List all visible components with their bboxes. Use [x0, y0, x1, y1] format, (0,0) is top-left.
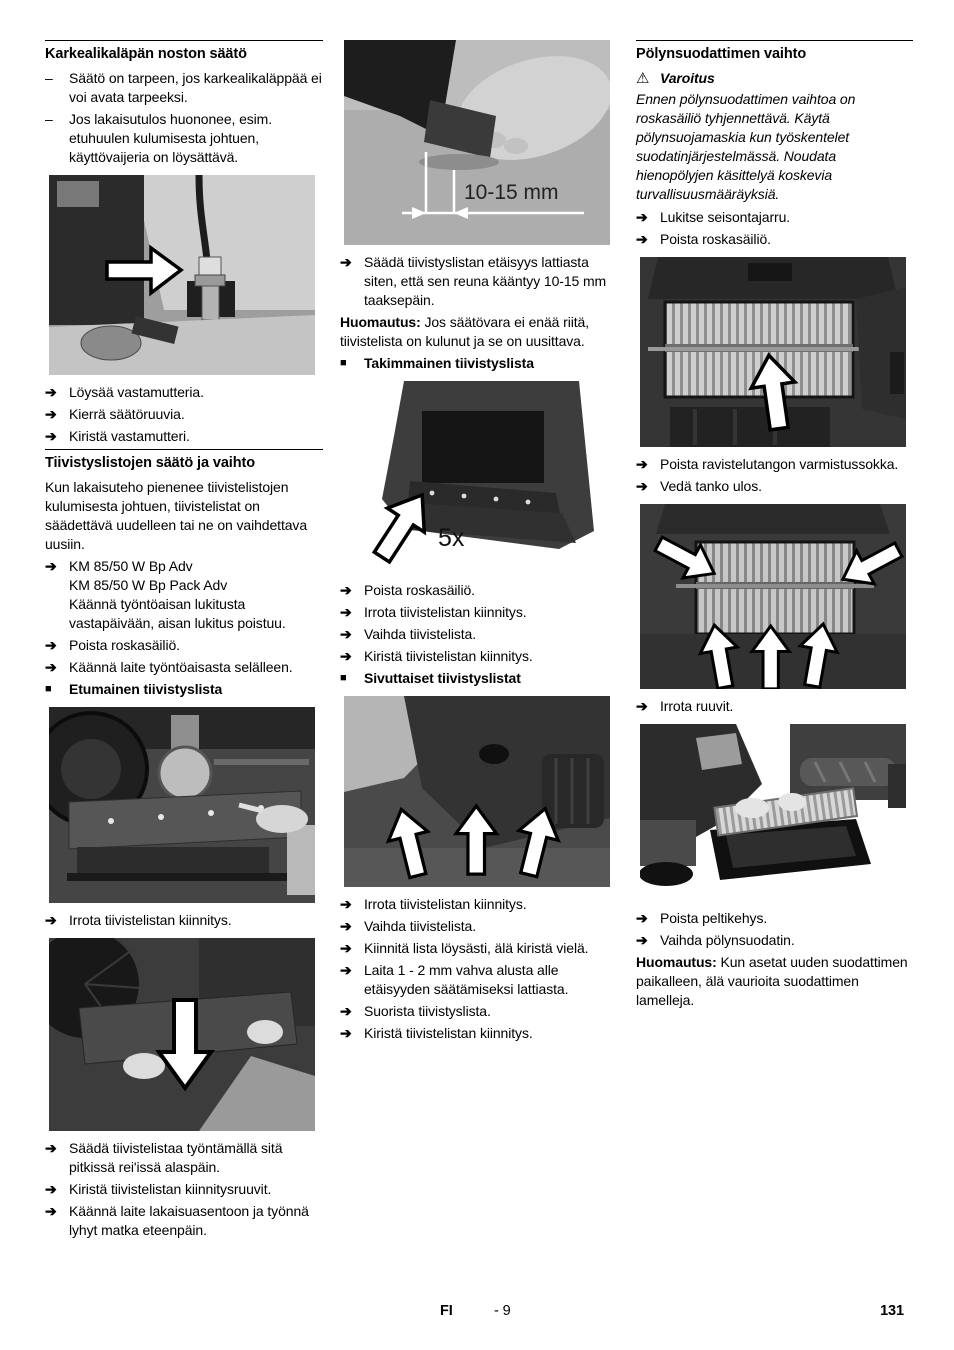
sub-heading-item [340, 354, 621, 373]
instruction-text: Vedä tanko ulos. [660, 478, 762, 494]
instruction-item [636, 697, 913, 716]
arrow-bullet-icon: ➔ [340, 1025, 352, 1041]
note-paragraph [340, 313, 621, 351]
arrow-bullet-icon: ➔ [340, 254, 352, 270]
instruction-item [45, 911, 323, 930]
quantity-label: 5x [438, 524, 465, 552]
photo-front-sealing-strip [49, 707, 315, 903]
photo-cable-adjuster [49, 175, 315, 375]
arrow-bullet-icon: ➔ [340, 1003, 352, 1019]
instruction-item [340, 961, 621, 999]
instruction-text: Säädä tiivistyslistan etäisyys lattiasta siten, että sen reuna kääntyy 10-15 mm taaksepäin. [364, 254, 607, 308]
instruction-item [45, 1180, 323, 1199]
footer-chapter-page: - 9 [494, 1303, 511, 1319]
instruction-item [636, 477, 913, 496]
arrow-bullet-icon: ➔ [340, 582, 352, 598]
sub-heading-item [45, 680, 323, 699]
note-paragraph [636, 953, 913, 1010]
instruction-text: Poista roskasäiliö. [69, 637, 180, 653]
instruction-item [340, 895, 621, 914]
instruction-item [45, 557, 323, 633]
note-label: Huomautus: [636, 954, 717, 970]
instruction-text: Kiristä tiivistelistan kiinnitysruuvit. [69, 1181, 272, 1197]
instruction-item [340, 625, 621, 644]
instruction-item [340, 581, 621, 600]
sub-heading-item [340, 669, 621, 688]
instruction-text: Poista ravistelutangon varmistussokka. [660, 456, 899, 472]
instruction-text: Käännä laite työntöaisasta selälleen. [69, 659, 293, 675]
photo-dust-filter-shaker-bar [640, 257, 906, 447]
list-item [45, 69, 323, 107]
instruction-text: Laita 1 - 2 mm vahva alusta alle etäisyyden säätämiseksi lattiasta. [364, 962, 569, 997]
photo-strip-distance-10-15mm [344, 40, 610, 245]
instruction-item [340, 253, 621, 310]
photo-adjust-strip-down [49, 938, 315, 1131]
instruction-item [636, 909, 913, 928]
instruction-text: Poista peltikehys. [660, 910, 768, 926]
warning-label: Varoitus [660, 70, 715, 86]
column-middle [340, 40, 621, 1046]
sub-heading-text: Etumainen tiivistyslista [69, 681, 223, 697]
instruction-item [636, 208, 913, 227]
arrow-bullet-icon: ➔ [45, 659, 57, 675]
instruction-item [45, 1139, 323, 1177]
dash-bullet-icon: – [45, 70, 53, 86]
instruction-item [636, 230, 913, 249]
instruction-text: Kiinnitä lista löysästi, älä kiristä vielä. [364, 940, 589, 956]
instruction-item [45, 658, 323, 677]
instruction-item [636, 455, 913, 474]
arrow-bullet-icon: ➔ [45, 558, 57, 574]
warning-text: Ennen pölynsuodattimen vaihtoa on roskasäiliö tyhjennettävä. Käytä pölynsuojamaskia kun työskentelet suodatinjärjestelmässä. Noudata hienopölyjen käsittelyä koskevia turvallisuusmääräyksiä. [636, 91, 856, 202]
arrow-bullet-icon: ➔ [340, 896, 352, 912]
warning-icon: ⚠ [636, 70, 650, 87]
arrow-bullet-icon: ➔ [45, 1203, 57, 1219]
note-text: Jos säätövara ei enää riitä, tiivistelista on kulunut ja se on uusittava. [340, 314, 589, 349]
paragraph: Kun lakaisuteho pienenee tiivistelistojen kulumisesta johtuen, tiivistelistat on säädettävä uudelleen tai ne on vaihdettava uusiin. [45, 479, 308, 552]
instruction-item [340, 1002, 621, 1021]
warning-title [636, 69, 913, 88]
model-line: Käännä työntöaisan lukitusta vastapäivään, aisan lukitus poistuu. [69, 596, 286, 631]
arrow-bullet-icon: ➔ [636, 932, 648, 948]
instruction-text: Kiristä tiivistelistan kiinnitys. [364, 648, 533, 664]
list-item-text: Säätö on tarpeen, jos karkealikaläppää ei voi avata tarpeeksi. [69, 70, 322, 105]
arrow-bullet-icon: ➔ [45, 384, 57, 400]
section-heading: Karkealikaläpän noston säätö [45, 40, 323, 64]
dash-bullet-icon: – [45, 111, 53, 127]
dimension-label: 10-15 mm [464, 181, 559, 204]
instruction-item [340, 1024, 621, 1043]
square-bullet-icon: ■ [340, 672, 347, 684]
arrow-bullet-icon: ➔ [45, 912, 57, 928]
arrow-bullet-icon: ➔ [45, 428, 57, 444]
instruction-text: Kiristä vastamutteri. [69, 428, 190, 444]
arrow-bullet-icon: ➔ [45, 637, 57, 653]
instruction-text: Kierrä säätöruuvia. [69, 406, 185, 422]
photo-filter-screws-arrows [640, 504, 906, 689]
model-line: KM 85/50 W Bp Adv [69, 558, 193, 574]
photo-remove-filter-frame [640, 724, 906, 901]
arrow-bullet-icon: ➔ [45, 406, 57, 422]
instruction-text: Irrota tiivistelistan kiinnitys. [364, 896, 527, 912]
instruction-text: Poista roskasäiliö. [660, 231, 771, 247]
instruction-item [45, 1202, 323, 1240]
square-bullet-icon: ■ [340, 357, 347, 369]
sub-heading-text: Sivuttaiset tiivistyslistat [364, 670, 521, 686]
instruction-text: Vaihda pölynsuodatin. [660, 932, 795, 948]
arrow-bullet-icon: ➔ [45, 1181, 57, 1197]
instruction-text: Kiristä tiivistelistan kiinnitys. [364, 1025, 533, 1041]
instruction-item [340, 917, 621, 936]
footer-language: FI [440, 1303, 453, 1319]
page-number: 131 [880, 1303, 904, 1319]
instruction-text: Irrota tiivistelistan kiinnitys. [69, 912, 232, 928]
instruction-text: Käännä laite lakaisuasentoon ja työnnä lyhyt matka eteenpäin. [69, 1203, 309, 1238]
photo-rear-sealing-strip-5x [344, 381, 610, 573]
square-bullet-icon: ■ [45, 683, 52, 695]
arrow-bullet-icon: ➔ [340, 626, 352, 642]
section-heading: Pölynsuodattimen vaihto [636, 40, 913, 64]
note-text: Kun asetat uuden suodattimen paikalleen, älä vaurioita suodattimen lamelleja. [636, 954, 908, 1008]
instruction-text: Irrota ruuvit. [660, 698, 734, 714]
model-line: KM 85/50 W Bp Pack Adv [69, 577, 228, 593]
column-right [636, 40, 913, 1013]
instruction-item [45, 383, 323, 402]
list-item-text: Jos lakaisutulos huononee, esim. etuhuulen kulumisesta johtuen, käyttövaijeria on löysättävä. [69, 111, 273, 165]
instruction-text: Poista roskasäiliö. [364, 582, 475, 598]
arrow-bullet-icon: ➔ [340, 918, 352, 934]
instruction-text: Suorista tiivistyslista. [364, 1003, 491, 1019]
arrow-bullet-icon: ➔ [340, 648, 352, 664]
instruction-text [69, 557, 323, 633]
sub-heading-text: Takimmainen tiivistyslista [364, 355, 534, 371]
arrow-bullet-icon: ➔ [340, 604, 352, 620]
arrow-bullet-icon: ➔ [340, 962, 352, 978]
instruction-item [340, 647, 621, 666]
section-heading: Tiivistyslistojen säätö ja vaihto [45, 449, 323, 473]
instruction-item [636, 931, 913, 950]
arrow-bullet-icon: ➔ [340, 940, 352, 956]
column-left [45, 40, 323, 1243]
instruction-text: Vaihda tiivistelista. [364, 626, 477, 642]
instruction-text: Lukitse seisontajarru. [660, 209, 791, 225]
arrow-bullet-icon: ➔ [636, 910, 648, 926]
arrow-bullet-icon: ➔ [636, 231, 648, 247]
arrow-bullet-icon: ➔ [636, 456, 648, 472]
instruction-item [45, 427, 323, 446]
instruction-text: Irrota tiivistelistan kiinnitys. [364, 604, 527, 620]
arrow-bullet-icon: ➔ [636, 209, 648, 225]
photo-side-sealing-strips [344, 696, 610, 887]
instruction-item [45, 405, 323, 424]
list-item [45, 110, 323, 167]
note-label: Huomautus: [340, 314, 421, 330]
instruction-text: Säädä tiivistelistaa työntämällä sitä pitkissä rei'issä alaspäin. [69, 1140, 283, 1175]
instruction-text: Löysää vastamutteria. [69, 384, 204, 400]
instruction-text: Vaihda tiivistelista. [364, 918, 477, 934]
arrow-bullet-icon: ➔ [636, 478, 648, 494]
instruction-item [45, 636, 323, 655]
arrow-bullet-icon: ➔ [45, 1140, 57, 1156]
arrow-bullet-icon: ➔ [636, 698, 648, 714]
instruction-item [340, 603, 621, 622]
instruction-item [340, 939, 621, 958]
